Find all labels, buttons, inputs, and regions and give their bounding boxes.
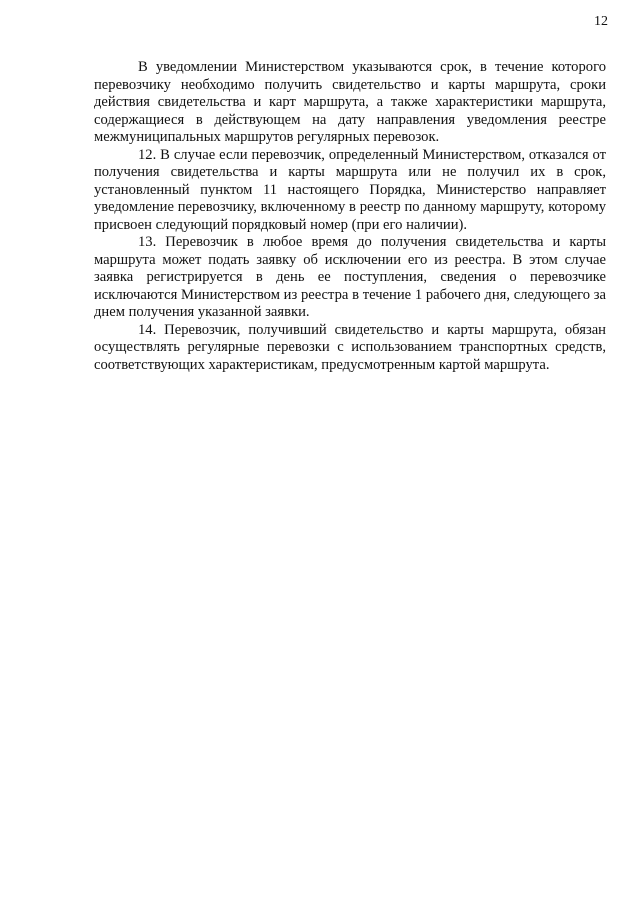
page-number: 12	[594, 14, 608, 29]
paragraph-12: 12. В случае если перевозчик, определенный Министерством, отказался от получения свидетельства и карты маршрута или не получил их в срок, установленный пунктом 11 настоящего Порядка, Министерство направляет уведомление перевозчику, включенному в реестр по данному маршруту, которому присвоен следующий порядковый номер (при его наличии).	[94, 146, 606, 233]
document-body	[94, 59, 606, 374]
paragraph-13: 13. Перевозчик в любое время до получения свидетельства и карты маршрута может подать заявку об исключении его из реестра. В этом случае заявка регистрируется в день ее поступления, сведения о перевозчике исключаются Министерством из реестра в течение 1 рабочего дня, следующего за днем получения указанной заявки.	[94, 234, 606, 320]
paragraph-notification-terms: В уведомлении Министерством указываются срок, в течение которого перевозчику необходимо получить свидетельство и карты маршрута, сроки действия свидетельства и карт маршрута, а также характеристики маршрута, содержащиеся в действующем на дату направления уведомления реестре межмуниципальных маршрутов регулярных перевозок.	[94, 59, 606, 145]
paragraph-14: 14. Перевозчик, получивший свидетельство и карты маршрута, обязан осуществлять регулярные перевозки с использованием транспортных средств, соответствующих характеристикам, предусмотренным картой маршрута.	[94, 321, 606, 373]
